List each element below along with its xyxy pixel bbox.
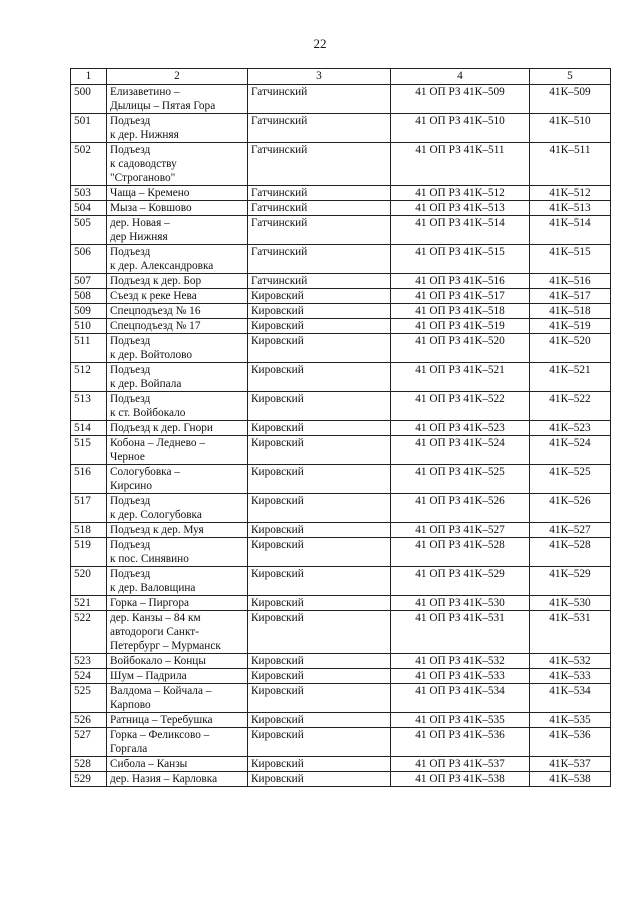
road-name-cell: Горка – Феликсово – Горгала — [107, 728, 248, 757]
district-cell: Кировский — [248, 611, 391, 654]
road-name-cell: Подъезд к дер. Муя — [107, 523, 248, 538]
road-short-code-cell: 41К–531 — [530, 611, 611, 654]
road-id-cell: 41 ОП РЗ 41К–523 — [391, 421, 530, 436]
table-row — [71, 465, 611, 494]
road-id-cell: 41 ОП РЗ 41К–519 — [391, 319, 530, 334]
district-cell: Кировский — [248, 363, 391, 392]
road-id-cell: 41 ОП РЗ 41К–524 — [391, 436, 530, 465]
table-row — [71, 289, 611, 304]
road-name-cell: Ратница – Теребушка — [107, 713, 248, 728]
road-id-cell: 41 ОП РЗ 41К–538 — [391, 772, 530, 787]
row-number-cell: 522 — [71, 611, 107, 654]
district-cell: Кировский — [248, 436, 391, 465]
column-header-4: 4 — [391, 69, 530, 85]
table-body — [71, 85, 611, 787]
road-id-cell: 41 ОП РЗ 41К–522 — [391, 392, 530, 421]
row-number-cell: 509 — [71, 304, 107, 319]
district-cell: Кировский — [248, 289, 391, 304]
road-id-cell: 41 ОП РЗ 41К–525 — [391, 465, 530, 494]
row-number-cell: 510 — [71, 319, 107, 334]
road-short-code-cell: 41К–519 — [530, 319, 611, 334]
road-short-code-cell: 41К–513 — [530, 201, 611, 216]
district-cell: Гатчинский — [248, 274, 391, 289]
road-name-cell: Елизаветино – Дылицы – Пятая Гора — [107, 85, 248, 114]
road-short-code-cell: 41К–526 — [530, 494, 611, 523]
road-id-cell: 41 ОП РЗ 41К–536 — [391, 728, 530, 757]
road-name-cell: дер. Канзы – 84 км автодороги Санкт- Петербург – Мурманск — [107, 611, 248, 654]
road-name-cell: Валдома – Койчала – Карпово — [107, 684, 248, 713]
road-id-cell: 41 ОП РЗ 41К–514 — [391, 216, 530, 245]
road-id-cell: 41 ОП РЗ 41К–512 — [391, 186, 530, 201]
table-row — [71, 596, 611, 611]
row-number-cell: 512 — [71, 363, 107, 392]
road-name-cell: Спецподъезд № 17 — [107, 319, 248, 334]
road-name-cell: Подъезд к дер. Войпала — [107, 363, 248, 392]
road-short-code-cell: 41К–536 — [530, 728, 611, 757]
column-header-1: 1 — [71, 69, 107, 85]
district-cell: Кировский — [248, 421, 391, 436]
district-cell: Гатчинский — [248, 245, 391, 274]
table-row — [71, 186, 611, 201]
road-name-cell: Сологубовка – Кирсино — [107, 465, 248, 494]
road-short-code-cell: 41К–528 — [530, 538, 611, 567]
table-row — [71, 757, 611, 772]
table-row — [71, 772, 611, 787]
road-name-cell: Подъезд к садоводству "Строганово" — [107, 143, 248, 186]
row-number-cell: 529 — [71, 772, 107, 787]
road-short-code-cell: 41К–516 — [530, 274, 611, 289]
district-cell: Кировский — [248, 538, 391, 567]
row-number-cell: 513 — [71, 392, 107, 421]
road-name-cell: Съезд к реке Нева — [107, 289, 248, 304]
table-row — [71, 523, 611, 538]
district-cell: Кировский — [248, 567, 391, 596]
road-name-cell: Шум – Падрила — [107, 669, 248, 684]
road-name-cell: Подъезд к дер. Бор — [107, 274, 248, 289]
table-row — [71, 143, 611, 186]
road-name-cell: Подъезд к дер. Сологубовка — [107, 494, 248, 523]
column-header-3: 3 — [248, 69, 391, 85]
road-short-code-cell: 41К–509 — [530, 85, 611, 114]
road-id-cell: 41 ОП РЗ 41К–531 — [391, 611, 530, 654]
table-row — [71, 567, 611, 596]
table-row — [71, 494, 611, 523]
road-id-cell: 41 ОП РЗ 41К–510 — [391, 114, 530, 143]
table-row — [71, 201, 611, 216]
road-id-cell: 41 ОП РЗ 41К–521 — [391, 363, 530, 392]
row-number-cell: 516 — [71, 465, 107, 494]
district-cell: Кировский — [248, 465, 391, 494]
road-id-cell: 41 ОП РЗ 41К–534 — [391, 684, 530, 713]
row-number-cell: 519 — [71, 538, 107, 567]
table-row — [71, 114, 611, 143]
road-short-code-cell: 41К–521 — [530, 363, 611, 392]
district-cell: Кировский — [248, 319, 391, 334]
table-row — [71, 274, 611, 289]
road-id-cell: 41 ОП РЗ 41К–515 — [391, 245, 530, 274]
road-short-code-cell: 41К–523 — [530, 421, 611, 436]
district-cell: Кировский — [248, 596, 391, 611]
road-short-code-cell: 41К–537 — [530, 757, 611, 772]
district-cell: Кировский — [248, 304, 391, 319]
row-number-cell: 500 — [71, 85, 107, 114]
table-row — [71, 728, 611, 757]
table-row — [71, 421, 611, 436]
road-short-code-cell: 41К–538 — [530, 772, 611, 787]
district-cell: Кировский — [248, 392, 391, 421]
road-name-cell: Войбокало – Концы — [107, 654, 248, 669]
row-number-cell: 505 — [71, 216, 107, 245]
road-id-cell: 41 ОП РЗ 41К–509 — [391, 85, 530, 114]
row-number-cell: 523 — [71, 654, 107, 669]
row-number-cell: 528 — [71, 757, 107, 772]
row-number-cell: 526 — [71, 713, 107, 728]
road-id-cell: 41 ОП РЗ 41К–535 — [391, 713, 530, 728]
table-row — [71, 713, 611, 728]
table-row — [71, 684, 611, 713]
row-number-cell: 503 — [71, 186, 107, 201]
row-number-cell: 502 — [71, 143, 107, 186]
district-cell: Гатчинский — [248, 114, 391, 143]
header-row — [71, 69, 611, 85]
table-row — [71, 363, 611, 392]
road-short-code-cell: 41К–517 — [530, 289, 611, 304]
district-cell: Гатчинский — [248, 216, 391, 245]
road-name-cell: Подъезд к дер. Войтолово — [107, 334, 248, 363]
road-short-code-cell: 41К–510 — [530, 114, 611, 143]
district-cell: Кировский — [248, 772, 391, 787]
row-number-cell: 520 — [71, 567, 107, 596]
row-number-cell: 506 — [71, 245, 107, 274]
row-number-cell: 524 — [71, 669, 107, 684]
road-name-cell: Спецподъезд № 16 — [107, 304, 248, 319]
row-number-cell: 527 — [71, 728, 107, 757]
road-name-cell: Подъезд к дер. Нижняя — [107, 114, 248, 143]
district-cell: Кировский — [248, 494, 391, 523]
table-row — [71, 611, 611, 654]
road-short-code-cell: 41К–515 — [530, 245, 611, 274]
road-short-code-cell: 41К–527 — [530, 523, 611, 538]
table-row — [71, 538, 611, 567]
road-short-code-cell: 41К–520 — [530, 334, 611, 363]
road-short-code-cell: 41К–532 — [530, 654, 611, 669]
table-row — [71, 245, 611, 274]
road-short-code-cell: 41К–522 — [530, 392, 611, 421]
road-name-cell: Горка – Пиргора — [107, 596, 248, 611]
column-header-2: 2 — [107, 69, 248, 85]
road-id-cell: 41 ОП РЗ 41К–529 — [391, 567, 530, 596]
road-short-code-cell: 41К–514 — [530, 216, 611, 245]
row-number-cell: 514 — [71, 421, 107, 436]
table-row — [71, 654, 611, 669]
district-cell: Кировский — [248, 728, 391, 757]
road-name-cell: Подъезд к ст. Войбокало — [107, 392, 248, 421]
road-id-cell: 41 ОП РЗ 41К–520 — [391, 334, 530, 363]
road-id-cell: 41 ОП РЗ 41К–532 — [391, 654, 530, 669]
road-short-code-cell: 41К–512 — [530, 186, 611, 201]
district-cell: Кировский — [248, 669, 391, 684]
road-id-cell: 41 ОП РЗ 41К–513 — [391, 201, 530, 216]
row-number-cell: 515 — [71, 436, 107, 465]
district-cell: Кировский — [248, 713, 391, 728]
row-number-cell: 511 — [71, 334, 107, 363]
road-name-cell: дер. Новая – дер Нижняя — [107, 216, 248, 245]
row-number-cell: 507 — [71, 274, 107, 289]
road-name-cell: Подъезд к дер. Гнори — [107, 421, 248, 436]
row-number-cell: 501 — [71, 114, 107, 143]
district-cell: Гатчинский — [248, 143, 391, 186]
roads-registry-table — [70, 68, 611, 787]
district-cell: Кировский — [248, 334, 391, 363]
road-name-cell: Мыза – Ковшово — [107, 201, 248, 216]
page-number: 22 — [313, 36, 327, 51]
table-row — [71, 85, 611, 114]
row-number-cell: 517 — [71, 494, 107, 523]
road-id-cell: 41 ОП РЗ 41К–530 — [391, 596, 530, 611]
road-name-cell: Подъезд к дер. Александровка — [107, 245, 248, 274]
table-row — [71, 216, 611, 245]
table-row — [71, 669, 611, 684]
table-row — [71, 319, 611, 334]
road-id-cell: 41 ОП РЗ 41К–537 — [391, 757, 530, 772]
road-id-cell: 41 ОП РЗ 41К–518 — [391, 304, 530, 319]
road-id-cell: 41 ОП РЗ 41К–527 — [391, 523, 530, 538]
district-cell: Гатчинский — [248, 186, 391, 201]
road-name-cell: Кобона – Леднево – Черное — [107, 436, 248, 465]
road-short-code-cell: 41К–535 — [530, 713, 611, 728]
table-row — [71, 436, 611, 465]
district-cell: Кировский — [248, 684, 391, 713]
table-row — [71, 304, 611, 319]
district-cell: Гатчинский — [248, 85, 391, 114]
road-short-code-cell: 41К–511 — [530, 143, 611, 186]
row-number-cell: 518 — [71, 523, 107, 538]
road-id-cell: 41 ОП РЗ 41К–511 — [391, 143, 530, 186]
row-number-cell: 525 — [71, 684, 107, 713]
road-short-code-cell: 41К–533 — [530, 669, 611, 684]
road-short-code-cell: 41К–530 — [530, 596, 611, 611]
column-header-5: 5 — [530, 69, 611, 85]
district-cell: Кировский — [248, 523, 391, 538]
row-number-cell: 504 — [71, 201, 107, 216]
road-name-cell: Чаща – Кремено — [107, 186, 248, 201]
road-short-code-cell: 41К–525 — [530, 465, 611, 494]
district-cell: Кировский — [248, 654, 391, 669]
road-short-code-cell: 41К–518 — [530, 304, 611, 319]
road-short-code-cell: 41К–529 — [530, 567, 611, 596]
row-number-cell: 521 — [71, 596, 107, 611]
road-short-code-cell: 41К–524 — [530, 436, 611, 465]
road-id-cell: 41 ОП РЗ 41К–516 — [391, 274, 530, 289]
table-row — [71, 392, 611, 421]
road-name-cell: Подъезд к пос. Синявино — [107, 538, 248, 567]
road-name-cell: Сибола – Канзы — [107, 757, 248, 772]
road-id-cell: 41 ОП РЗ 41К–517 — [391, 289, 530, 304]
road-id-cell: 41 ОП РЗ 41К–533 — [391, 669, 530, 684]
district-cell: Кировский — [248, 757, 391, 772]
row-number-cell: 508 — [71, 289, 107, 304]
road-name-cell: Подъезд к дер. Валовщина — [107, 567, 248, 596]
district-cell: Гатчинский — [248, 201, 391, 216]
table-row — [71, 334, 611, 363]
road-name-cell: дер. Назия – Карловка — [107, 772, 248, 787]
road-id-cell: 41 ОП РЗ 41К–528 — [391, 538, 530, 567]
road-short-code-cell: 41К–534 — [530, 684, 611, 713]
road-id-cell: 41 ОП РЗ 41К–526 — [391, 494, 530, 523]
